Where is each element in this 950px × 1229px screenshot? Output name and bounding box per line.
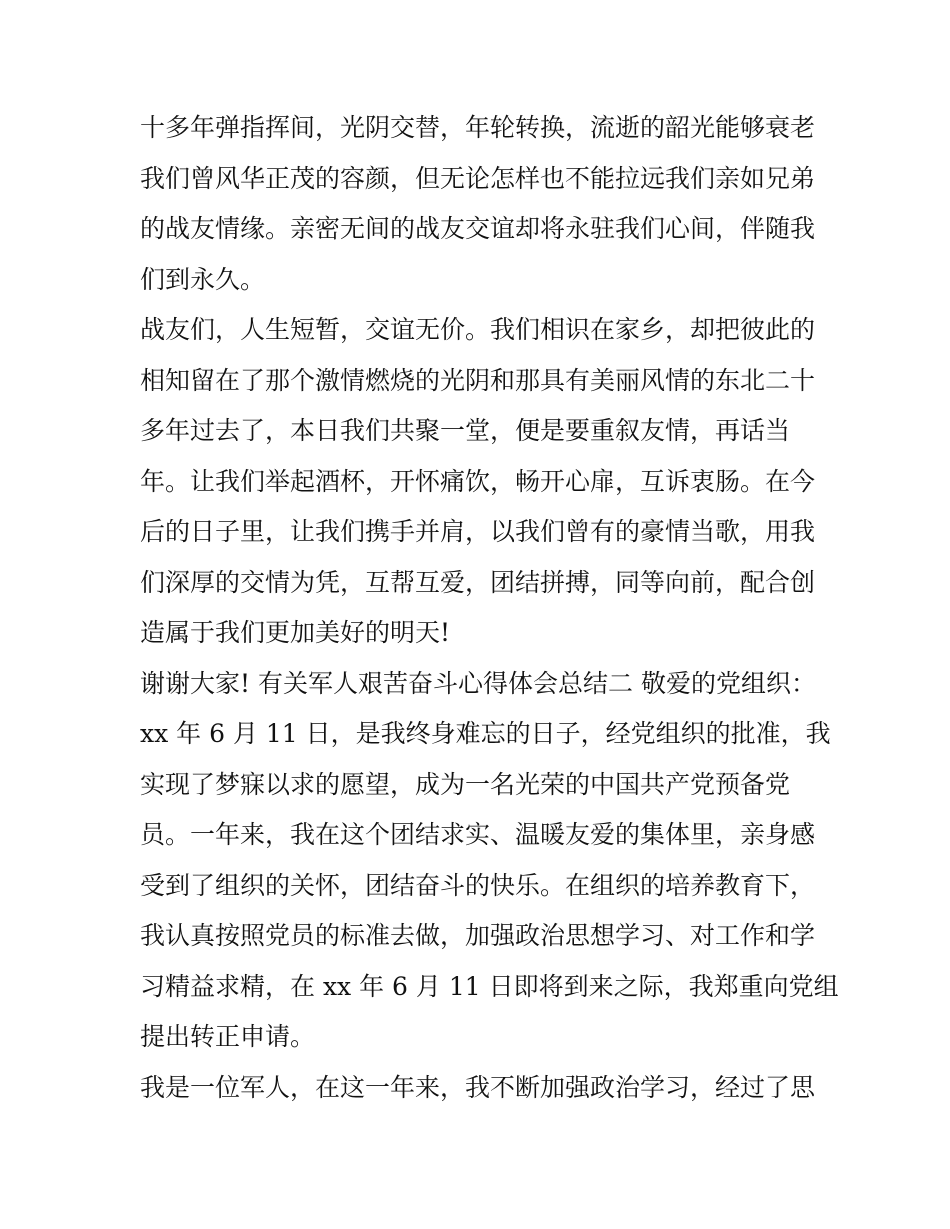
text-line: 造属于我们更加美好的明天! — [140, 618, 451, 647]
text-line: 谢谢大家! 有关军人艰苦奋斗心得体会总结二 敬爱的党组织： — [140, 668, 816, 698]
text-line: 员。一年来，我在这个团结求实、温暖友爱的集体里，亲身感 — [140, 820, 816, 849]
text-line: 我们曾风华正茂的容颜，但无论怎样也不能拉远我们亲如兄弟 — [140, 163, 816, 193]
text-line: 实现了梦寐以求的愿望，成为一名光荣的中国共产党预备党 — [140, 769, 791, 799]
text-line: 提出转正申请。 — [140, 1022, 316, 1051]
text-line: 我认真按照党员的标准去做，加强政治思想学习、对工作和学 — [140, 921, 816, 950]
text-line: 多年过去了，本日我们共聚一堂，便是要重叙友情，再话当 — [140, 416, 791, 445]
text-line: 战友们，人生短暂，交谊无价。我们相识在家乡，却把彼此的 — [140, 315, 816, 344]
text-line: 习精益求精，在 xx 年 6 月 11 日即将到来之际，我郑重向党组 — [140, 971, 839, 1001]
document-body — [140, 103, 839, 1113]
text-line: 们到永久。 — [140, 264, 266, 294]
text-line: 年。让我们举起酒杯，开怀痛饮，畅开心扉，互诉衷肠。在今 — [140, 466, 816, 496]
text-line: 受到了组织的关怀，团结奋斗的快乐。在组织的培养教育下， — [140, 870, 816, 900]
text-line: 的战友情缘。亲密无间的战友交谊却将永驻我们心间，伴随我 — [140, 214, 816, 243]
text-line: 十多年弹指挥间，光阴交替，年轮转换，流逝的韶光能够衰老 — [140, 113, 816, 142]
text-line: xx 年 6 月 11 日，是我终身难忘的日子，经党组织的批准，我 — [140, 719, 831, 748]
text-line: 后的日子里，让我们携手并肩，以我们曾有的豪情当歌，用我 — [140, 517, 816, 546]
text-line: 我是一位军人，在这一年来，我不断加强政治学习，经过了思 — [140, 1072, 816, 1102]
text-line: 们深厚的交情为凭，互帮互爱，团结拼搏，同等向前，配合创 — [140, 567, 816, 597]
text-line: 相知留在了那个激情燃烧的光阴和那具有美丽风情的东北二十 — [140, 365, 816, 395]
